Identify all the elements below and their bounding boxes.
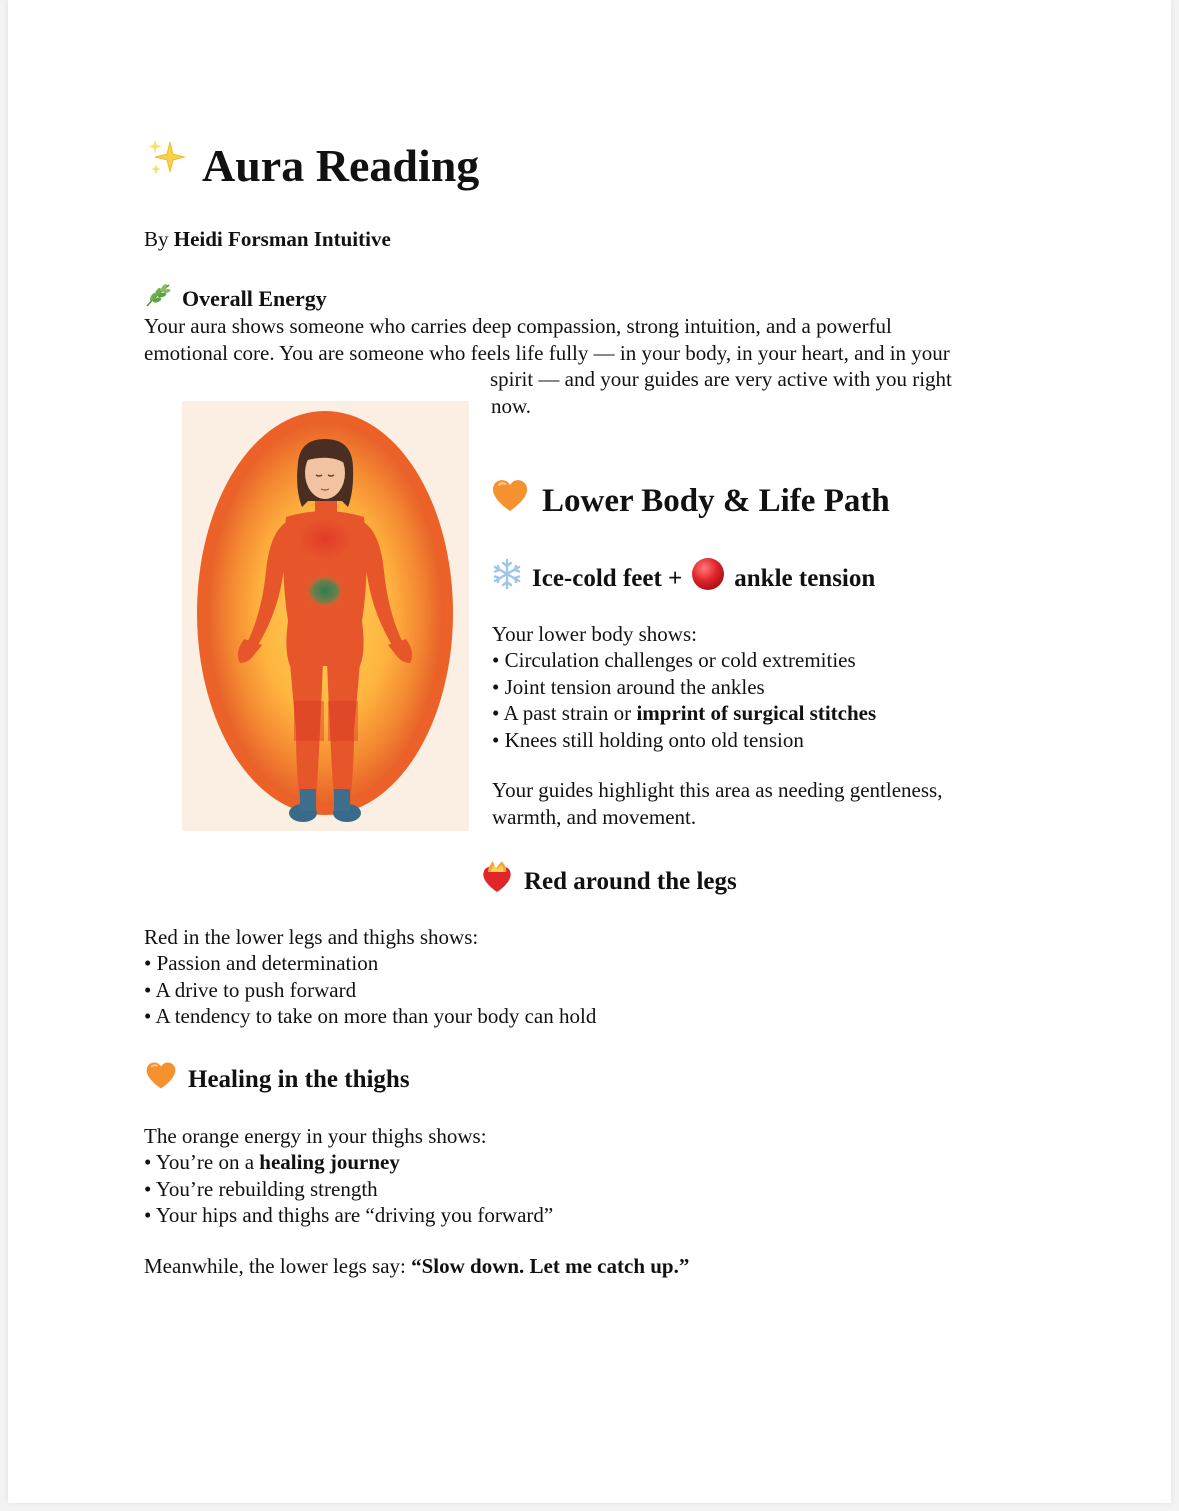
list-item: • A drive to push forward xyxy=(144,977,357,1002)
byline-prefix: By xyxy=(144,227,174,251)
list-item: • Your hips and thighs are “driving you forward” xyxy=(144,1203,554,1227)
document-body xyxy=(8,0,1171,1503)
list-item xyxy=(144,1149,553,1176)
orange-heart-icon xyxy=(490,476,530,525)
list-item: • Passion and determination xyxy=(144,951,379,975)
list-item xyxy=(492,700,876,727)
guides-paragraph xyxy=(492,777,942,830)
healing-heading-text: Healing in the thighs xyxy=(188,1066,410,1093)
list-item: • Knees still holding onto old tension xyxy=(492,727,804,752)
red-legs-heading-text: Red around the legs xyxy=(524,868,737,895)
sparkles-icon xyxy=(144,136,190,195)
red-legs-heading xyxy=(480,860,737,904)
healing-heading xyxy=(144,1059,410,1101)
list-item-bold: healing journey xyxy=(259,1150,400,1174)
meanwhile-quote: “Slow down. Let me catch up.” xyxy=(411,1254,690,1278)
list-item-bold: imprint of surgical stitches xyxy=(636,701,877,725)
meanwhile-line xyxy=(144,1253,689,1280)
overall-energy-line-2: emotional core. You are someone who feels life fully — in your body, in your heart, and in your xyxy=(144,341,950,365)
healing-intro: The orange energy in your thighs shows: xyxy=(144,1124,487,1148)
lower-body-intro: Your lower body shows: xyxy=(492,622,697,646)
lower-body-heading xyxy=(490,476,890,525)
page-title xyxy=(144,136,479,195)
heart-on-fire-icon xyxy=(480,860,514,904)
red-legs-list xyxy=(144,950,596,1030)
ice-cold-feet-text: Ice-cold feet + xyxy=(532,565,683,592)
overall-energy-heading xyxy=(144,282,327,315)
document-page xyxy=(8,0,1171,1503)
orange-heart-icon xyxy=(144,1059,178,1101)
snowflake-icon xyxy=(490,557,524,601)
herb-leaf-icon xyxy=(144,282,172,315)
red-circle-icon xyxy=(690,556,726,602)
red-legs-intro: Red in the lower legs and thighs shows: xyxy=(144,925,479,949)
guides-line-1: Your guides highlight this area as needing gentleness, xyxy=(492,778,943,802)
list-item: • A tendency to take on more than your body can hold xyxy=(144,1004,597,1028)
list-item-text: • A past strain or xyxy=(492,701,637,725)
lower-body-heading-text: Lower Body & Life Path xyxy=(542,482,890,519)
ankle-tension-text: ankle tension xyxy=(734,565,876,592)
byline-author: Heidi Forsman Intuitive xyxy=(173,227,391,251)
list-item-text: • You’re on a xyxy=(144,1150,260,1174)
meanwhile-text: Meanwhile, the lower legs say: xyxy=(144,1254,412,1278)
overall-energy-heading-text: Overall Energy xyxy=(182,285,327,311)
aura-body-illustration xyxy=(182,401,469,831)
overall-energy-line-1: Your aura shows someone who carries deep compassion, strong intuition, and a powerful xyxy=(144,314,892,338)
overall-energy-line-4: now. xyxy=(491,394,532,418)
title-text: Aura Reading xyxy=(202,139,480,191)
byline xyxy=(144,226,391,252)
guides-line-2: warmth, and movement. xyxy=(492,804,697,829)
list-item: • Joint tension around the ankles xyxy=(492,674,765,699)
list-item: • You’re rebuilding strength xyxy=(144,1176,378,1201)
ice-cold-feet-heading xyxy=(490,556,875,602)
overall-energy-line-3: spirit — and your guides are very active with you right xyxy=(490,367,952,391)
list-item: • Circulation challenges or cold extremities xyxy=(492,648,856,672)
healing-list xyxy=(144,1149,553,1229)
lower-body-list xyxy=(492,647,876,753)
